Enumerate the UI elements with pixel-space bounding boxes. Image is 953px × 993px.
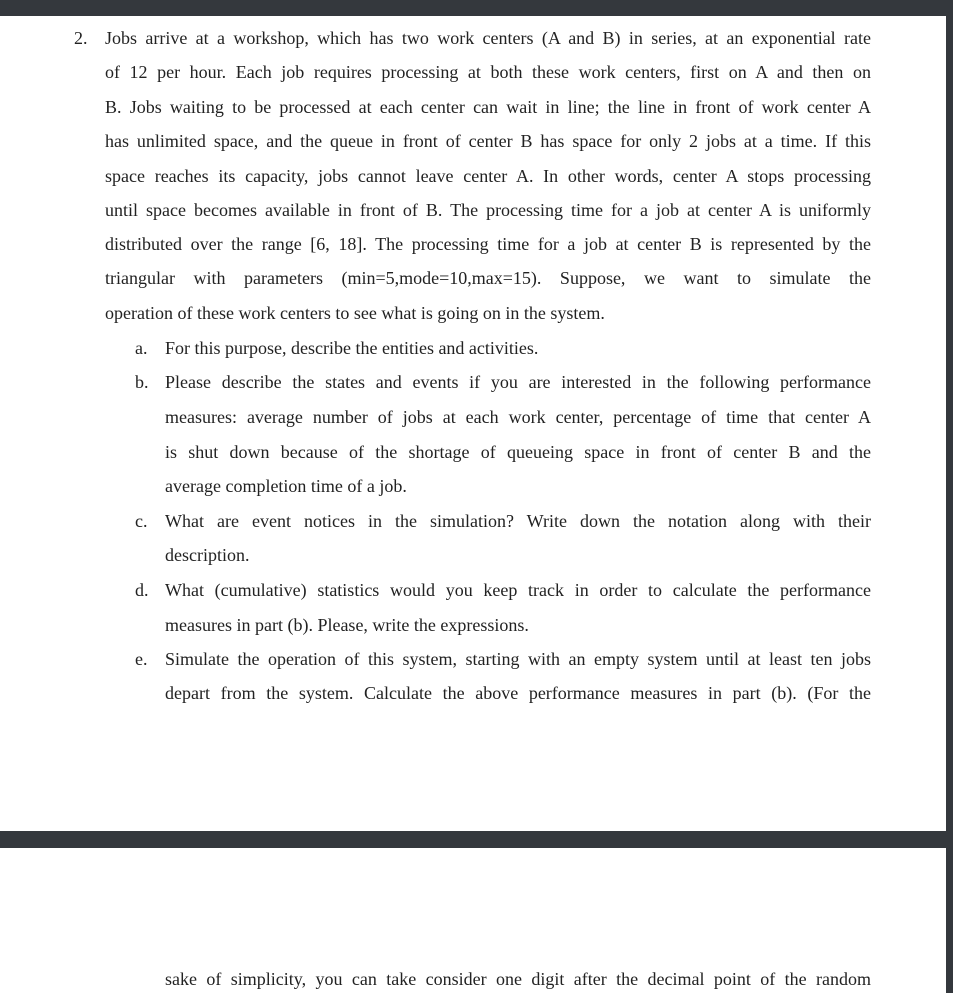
- part-a-line-1: For this purpose, describe the entities and activities.: [165, 338, 539, 358]
- part-b-line-1: Please describe the states and events if you are interested in the following performance: [165, 372, 871, 392]
- page-separator: [0, 831, 953, 848]
- part-d-line-2: measures in part (b). Please, write the expressions.: [165, 615, 529, 635]
- question-line-8: triangular with parameters (min=5,mode=10,max=15). Suppose, we want to simulate the: [105, 268, 871, 288]
- part-c-line-2: description.: [165, 545, 250, 565]
- question-line-3: B. Jobs waiting to be processed at each center can wait in line; the line in front of work center A: [105, 97, 871, 117]
- part-b-line-2: measures: average number of jobs at each work center, percentage of time that center A: [165, 407, 871, 427]
- question-line-7: distributed over the range [6, 18]. The processing time for a job at center B is represented by the: [105, 234, 871, 254]
- part-c-marker: c.: [135, 511, 148, 531]
- question-line-2: of 12 per hour. Each job requires processing at both these work centers, first on A and then on: [105, 62, 871, 82]
- part-b-line-3: is shut down because of the shortage of queueing space in front of center B and the: [165, 442, 871, 462]
- part-e-line-2: depart from the system. Calculate the above performance measures in part (b). (For the: [165, 683, 871, 703]
- question-line-1: Jobs arrive at a workshop, which has two work centers (A and B) in series, at an exponential rate: [105, 28, 871, 48]
- part-a-marker: a.: [135, 338, 148, 358]
- question-line-6: until space becomes available in front of B. The processing time for a job at center A is uniformly: [105, 200, 871, 220]
- part-c-line-1: What are event notices in the simulation? Write down the notation along with their: [165, 511, 871, 531]
- part-e-marker: e.: [135, 649, 148, 669]
- question-line-9: operation of these work centers to see what is going on in the system.: [105, 303, 605, 323]
- part-b-marker: b.: [135, 372, 149, 392]
- document-page-1: [0, 16, 946, 831]
- part-d-marker: d.: [135, 580, 149, 600]
- question-number: 2.: [74, 28, 88, 48]
- question-line-5: space reaches its capacity, jobs cannot leave center A. In other words, center A stops processing: [105, 166, 871, 186]
- question-line-4: has unlimited space, and the queue in front of center B has space for only 2 jobs at a time. If this: [105, 131, 871, 151]
- page2-line-1: sake of simplicity, you can take consider one digit after the decimal point of the random: [165, 969, 871, 989]
- part-e-line-1: Simulate the operation of this system, starting with an empty system until at least ten jobs: [165, 649, 871, 669]
- part-d-line-1: What (cumulative) statistics would you keep track in order to calculate the performance: [165, 580, 871, 600]
- document-page-2: [0, 848, 946, 993]
- part-b-line-4: average completion time of a job.: [165, 476, 407, 496]
